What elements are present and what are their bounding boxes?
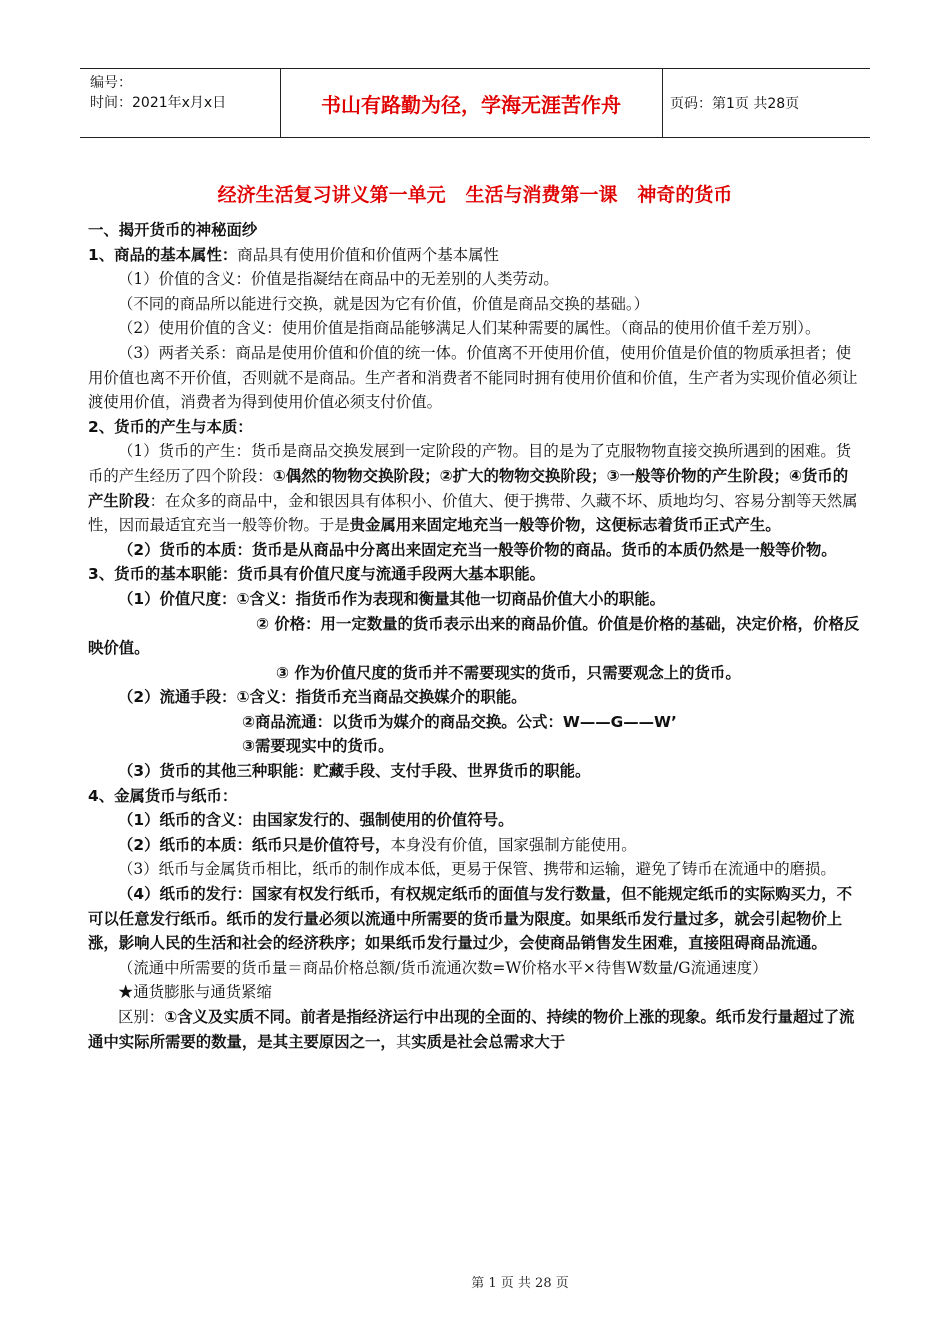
- paragraph: （4）纸币的发行：国家有权发行纸币，有权规定纸币的面值与发行数量，但不能规定纸币的实际购买力，不可以任意发行纸币。纸币的发行量必须以流通中所需要的货币量为限度。如果纸币发行量过多，就会引起物价上涨，影响人民的生活和社会的经济秩序；如果纸币发行量过少，会使商品销售发生困难，直接阻碍商品流通。: [88, 885, 853, 953]
- section-heading: 2、货币的产生与本质：: [88, 417, 253, 436]
- page-info: 页码：第1页 共28页: [670, 96, 800, 112]
- section-heading: 4、金属货币与纸币：: [88, 786, 238, 805]
- paragraph: （2）货币的本质：货币是从商品中分离出来固定充当一般等价物的商品。货币的本质仍然是一般等价物。: [118, 540, 837, 559]
- paragraph: （流通中所需要的货币量＝商品价格总额/货币流通次数=W价格水平×待售W数量/G流通速度）: [118, 958, 768, 977]
- paragraph: （1）货币的产生：货币是商品交换发展到一定阶段的产物。目的是为了克服物物直接交换所遇到的困难。货币的产生经历了四个阶段：①偶然的物物交换阶段；②扩大的物物交换阶段；③一般等价物的产生阶段；④货币的产生阶段：在众多的商品中，金和银因具有体积小、价值大、便于携带、久藏不坏、质地均匀、容易分割等天然属性，因而最适宜充当一般等价物。于是贵金属用来固定地充当一般等价物，这便标志着货币正式产生。: [88, 442, 858, 535]
- paragraph: （2）使用价值的含义：使用价值是指商品能够满足人们某种需要的属性。（商品的使用价值千差万别）。: [118, 319, 821, 338]
- code-label: 编号：: [90, 75, 132, 91]
- paragraph: （3）货币的其他三种职能：贮藏手段、支付手段、世界货币的职能。: [118, 762, 591, 781]
- document-body: [88, 218, 863, 1054]
- date-label: 时间：2021年x月x日: [90, 95, 227, 111]
- motto: 书山有路勤为径，学海无涯苦作舟: [321, 92, 621, 117]
- header-divider: [662, 69, 663, 137]
- paragraph: （1）纸币的含义：由国家发行的、强制使用的价值符号。: [118, 811, 514, 830]
- paragraph: （不同的商品所以能进行交换，就是因为它有价值，价值是商品交换的基础。）: [118, 294, 649, 313]
- paragraph: 1、商品的基本属性：商品具有使用价值和价值两个基本属性: [88, 245, 499, 264]
- page-title: 经济生活复习讲义第一单元 生活与消费第一课 神奇的货币: [217, 184, 733, 206]
- paragraph: 区别：①含义及实质不同。前者是指经济运行中出现的全面的、持续的物价上涨的现象。纸币发行量超过了流通中实际所需要的数量，是其主要原因之一，其实质是社会总需求大于: [88, 1008, 855, 1051]
- paragraph: ★通货膨胀与通货紧缩: [118, 983, 272, 1002]
- paragraph: （3）两者关系：商品是使用价值和价值的统一体。价值离不开使用价值，使用价值是价值的物质承担者；使用价值也离不开价值，否则就不是商品。生产者和消费者不能同时拥有使用价值和价值，生产者为实现价值必须让渡使用价值，消费者为得到使用价值必须支付价值。: [88, 343, 858, 412]
- page-footer: 第 1 页 共 28 页: [471, 1276, 569, 1291]
- paragraph: （1）价值尺度：①含义：指货币作为表现和衡量其他一切商品价值大小的职能。: [118, 589, 666, 608]
- header-table: [80, 68, 870, 138]
- paragraph: ③需要现实中的货币。: [242, 737, 394, 756]
- paragraph: （2）纸币的本质：纸币只是价值符号，本身没有价值，国家强制方能使用。: [118, 835, 637, 854]
- section-heading: 一、揭开货币的神秘面纱: [88, 221, 258, 239]
- paragraph: （3）纸币与金属货币相比，纸币的制作成本低，更易于保管、携带和运输，避免了铸币在流通中的磨损。: [118, 860, 836, 879]
- header-divider: [280, 69, 281, 137]
- paragraph: ② 价格：用一定数量的货币表示出来的商品价值。价值是价格的基础，决定价格，价格反映价值。: [88, 614, 860, 658]
- paragraph: ③ 作为价值尺度的货币并不需要现实的货币，只需要观念上的货币。: [276, 663, 741, 682]
- header-meta: [90, 73, 280, 113]
- paragraph: ②商品流通：以货币为媒介的商品交换。公式：W——G——W’: [242, 712, 677, 731]
- paragraph: （1）价值的含义：价值是指凝结在商品中的无差别的人类劳动。: [118, 270, 559, 289]
- paragraph: （2）流通手段：①含义：指货币充当商品交换媒介的职能。: [118, 688, 527, 707]
- section-heading: 3、货币的基本职能：货币具有价值尺度与流通手段两大基本职能。: [88, 565, 546, 584]
